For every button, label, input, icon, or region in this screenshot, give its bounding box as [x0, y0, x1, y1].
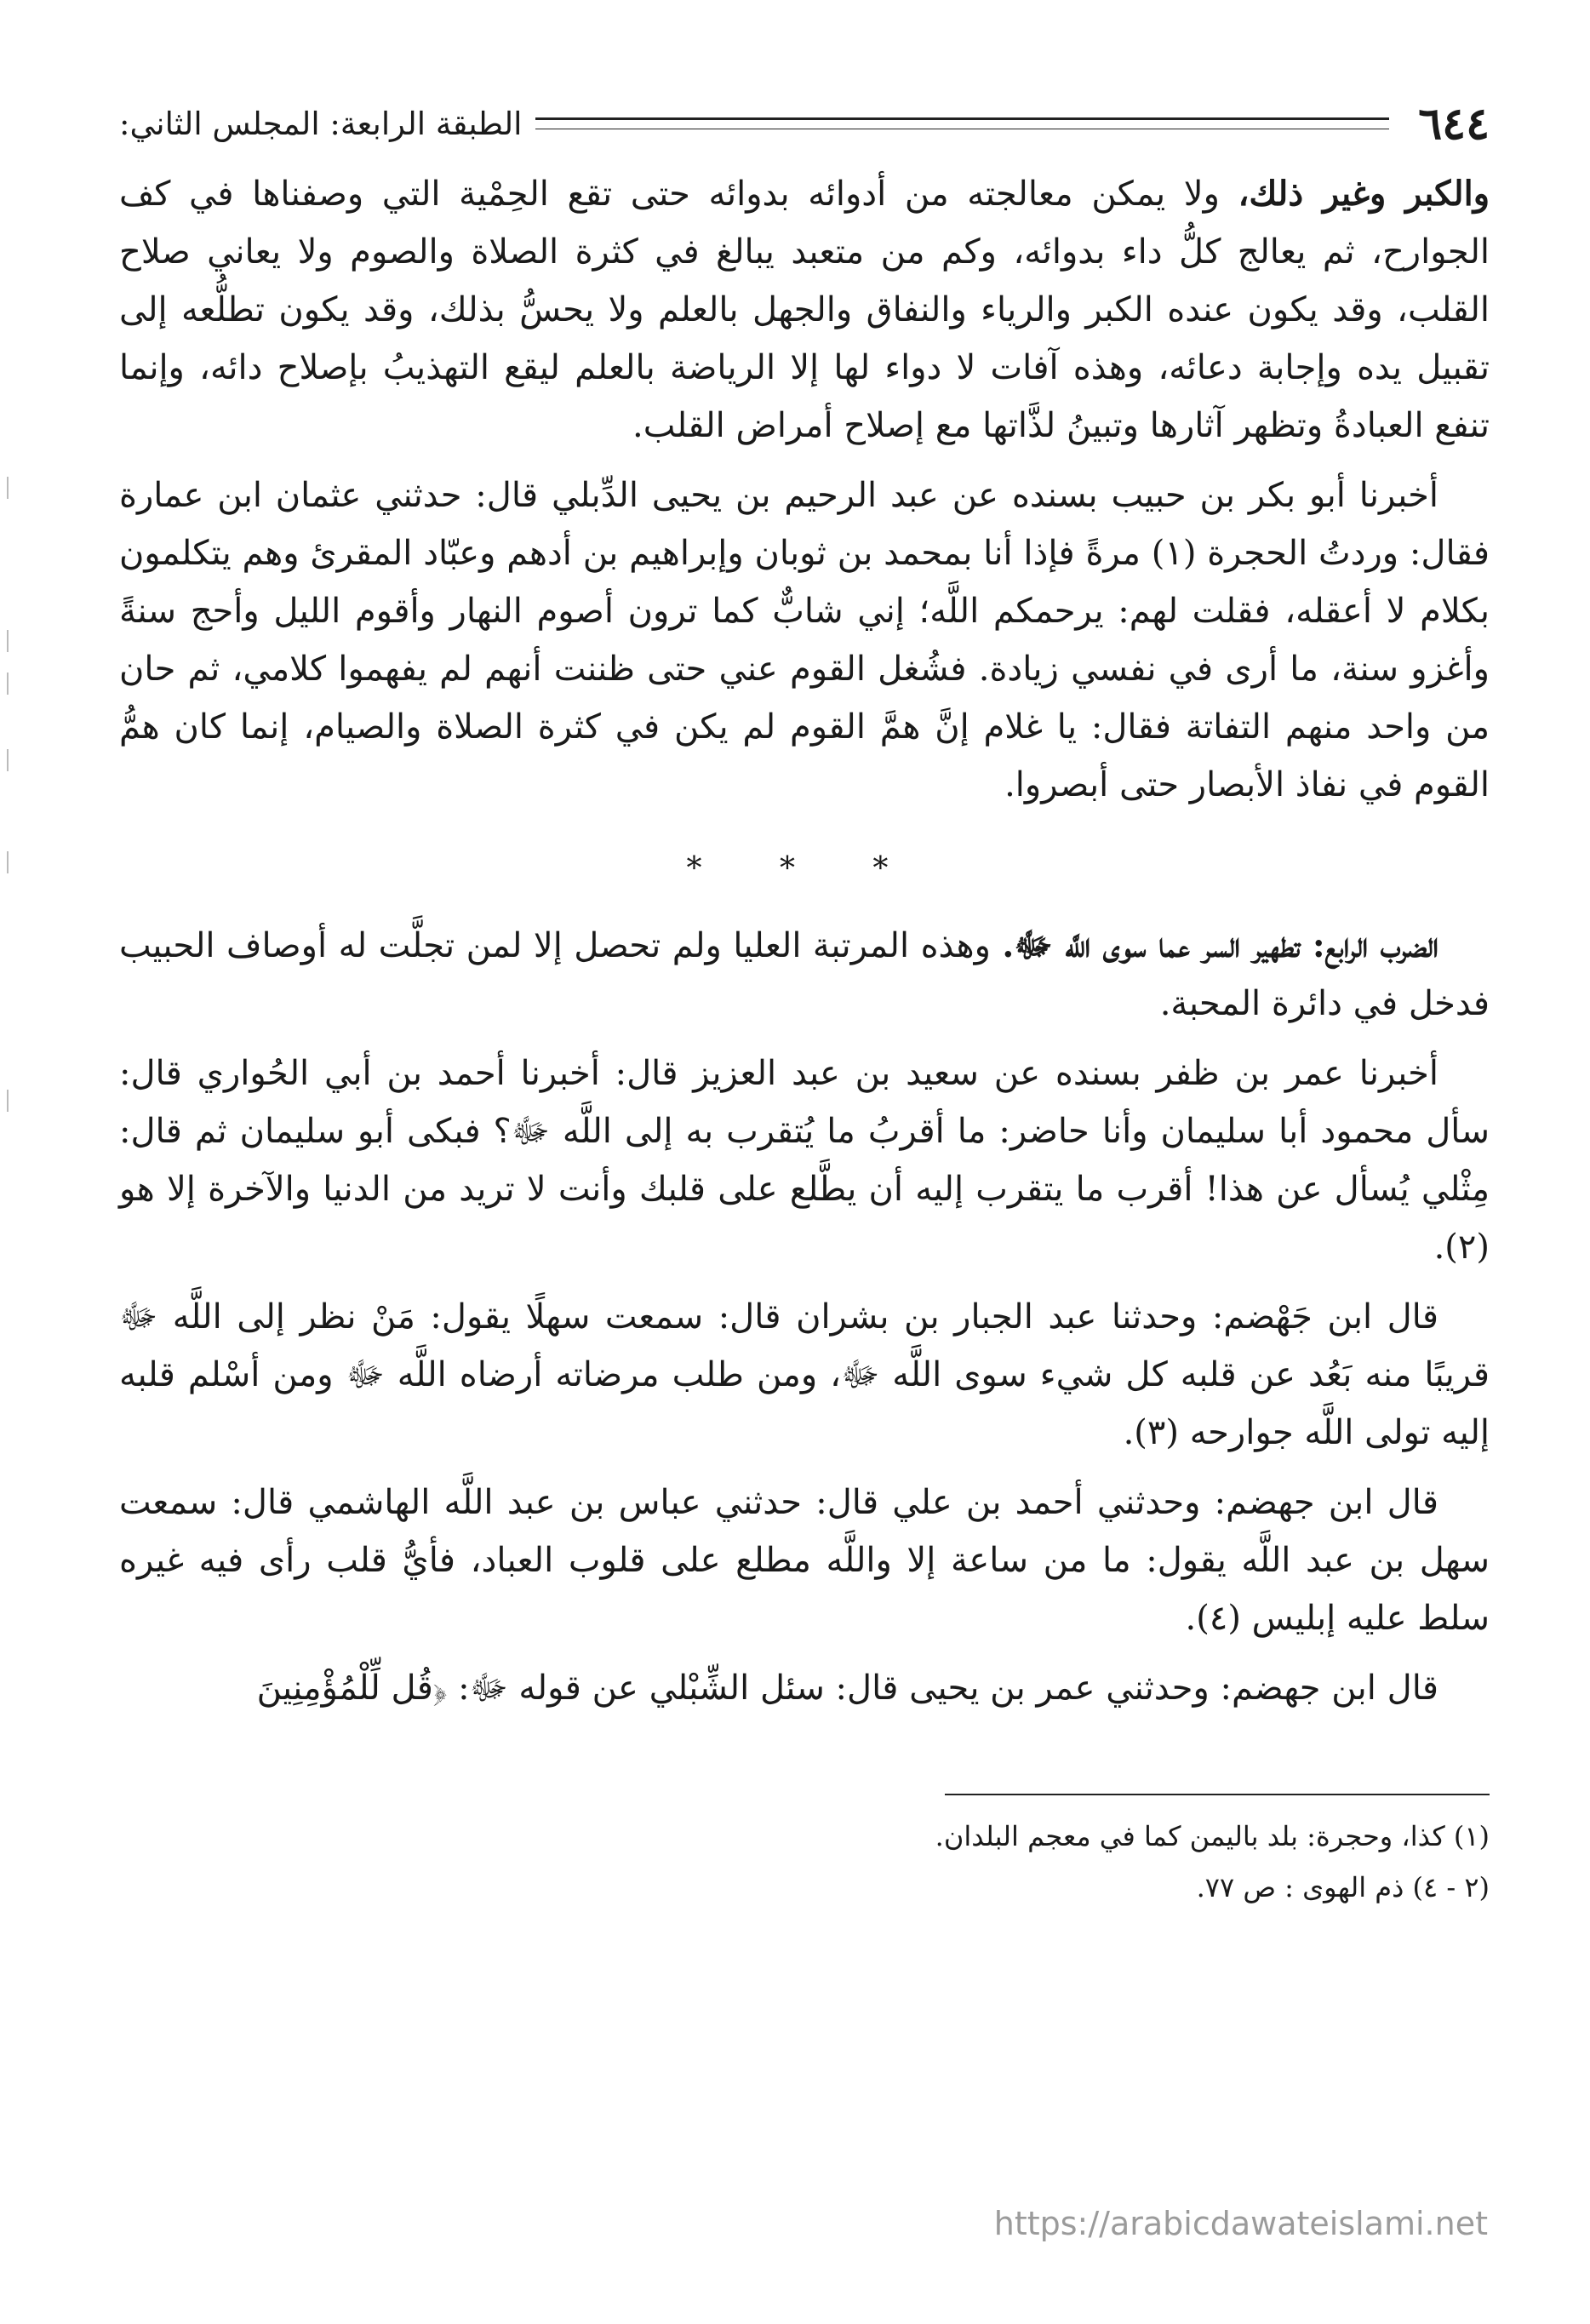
paragraph — [119, 165, 1490, 455]
header-rule — [535, 117, 1389, 129]
margin-mark — [7, 673, 9, 695]
paragraph-text: قال ابن جَهْضم: وحدثنا عبد الجبار بن بشران قال: سمعت سهلًا يقول: مَنْ نظر إلى اللَّه ﷻ قريبًا منه بَعُد عن قلبه كل شيء سوى اللَّه ﷻ، ومن طلب مرضاته أرضاه اللَّه ﷻ ومن أسْلم قلبه إليه تولى اللَّه جوارحه (٣). — [119, 1297, 1490, 1452]
margin-mark — [7, 477, 9, 499]
header-title: الطبقة الرابعة: المجلس الثاني: — [119, 105, 523, 142]
watermark-url: https://arabicdawateislami.net — [993, 2205, 1488, 2242]
page-number: ٦٤٤ — [1418, 97, 1490, 150]
margin-mark — [7, 851, 9, 873]
paragraph-text: قال ابن جهضم: وحدثني أحمد بن علي قال: حدثني عباس بن عبد اللَّه الهاشمي قال: سمعت سهل بن عبد اللَّه يقول: ما من ساعة إلا واللَّه مطلع على قلوب العباد، فأيُّ قلب رأى فيه غيره سلط عليه إبليس (٤). — [119, 1483, 1490, 1638]
page-body — [119, 165, 1490, 1911]
footnote: (١) كذا، وحجرة: بلد باليمن كما في معجم البلدان. — [935, 1820, 1490, 1852]
bold-lead: والكبر وغير ذلك، — [1238, 174, 1490, 214]
paragraph — [119, 1045, 1490, 1276]
margin-mark — [7, 630, 9, 652]
paragraph-text: وهذه المرتبة العليا ولم تحصل إلا لمن تجلَّت له أوصاف الحبيب فدخل في دائرة المحبة. — [119, 926, 1490, 1023]
paragraph — [119, 467, 1490, 814]
paragraph — [119, 1288, 1490, 1462]
margin-mark — [7, 749, 9, 771]
footnote: (٢ - ٤) ذم الهوى : ص ٧٧. — [1196, 1871, 1490, 1903]
running-header — [119, 94, 1490, 153]
book-page — [119, 94, 1490, 1915]
paragraph-text: أخبرنا أبو بكر بن حبيب بسنده عن عبد الرحيم بن يحيى الدِّبلي قال: حدثني عثمان ابن عمارة فقال: وردتُ الحجرة (١) مرةً فإذا أنا بمحمد بن ثوبان وإبراهيم بن أدهم وعبّاد المقرئ وهم يتكلمون بكلام لا أعقله، فقلت لهم: يرحمكم اللَّه؛ إني شابٌّ كما ترون أصوم النهار وأقوم الليل وأحج سنةً وأغزو سنة، ما أرى في نفسي زيادة. فشُغل القوم عني حتى ظننت أنهم لم يفهموا كلامي، ثم حان من واحد منهم التفاتة فقال: يا غلام إنَّ همَّ القوم لم يكن في كثرة الصلاة والصيام، إنما كان همُّ القوم في نفاذ الأبصار حتى أبصروا. — [119, 476, 1490, 804]
paragraph-text: قال ابن جهضم: وحدثني عمر بن يحيى قال: سئل الشِّبْلي عن قوله ﷻ: ﴿قُل لِّلْمُؤْمِنِينَ — [256, 1669, 1438, 1708]
footnote-rule — [945, 1794, 1490, 1795]
section-separator: * * * — [686, 851, 923, 886]
margin-mark — [7, 1090, 9, 1112]
footnotes — [119, 1812, 1490, 1911]
paragraph — [119, 1474, 1490, 1647]
paragraph-text: ولا يمكن معالجته من أدوائه بدوائه حتى تقع الحِمْية التي وصفناها في كف الجوارح، ثم يعالج كلُّ داء بدوائه، وكم من متعبد يبالغ في كثرة الصلاة والصوم ولا يعاني صلاح القلب، وقد يكون عنده الكبر والرياء والنفاق والجهل بالعلم ولا يحسُّ بذلك، وقد يكون تطلُّعه إلى تقبيل يده وإجابة دعائه، وهذه آفات لا دواء لها إلا الرياضة بالعلم ليقع التهذيبُ بإصلاح دائه، وإنما تنفع العبادةُ وتظهر آثارها وتبينُ لذَّاتها مع إصلاح أمراض القلب. — [119, 175, 1490, 445]
paragraph — [119, 917, 1490, 1033]
bold-lead: الضرب الرابع: تطهير السر عما سوى اللَّه ﷻ. — [1002, 925, 1439, 965]
paragraph — [119, 1659, 1490, 1717]
paragraph-text: أخبرنا عمر بن ظفر بسنده عن سعيد بن عبد العزيز قال: أخبرنا أحمد بن أبي الحُواري قال: سأل محمود أبا سليمان وأنا حاضر: ما أقربُ ما يُتقرب به إلى اللَّه ﷻ؟ فبكى أبو سليمان ثم قال: مِثْلي يُسأل عن هذا! أقرب ما يتقرب إليه أن يطَّلع على قلبك وأنت لا تريد من الدنيا والآخرة إلا هو (٢). — [119, 1054, 1490, 1267]
